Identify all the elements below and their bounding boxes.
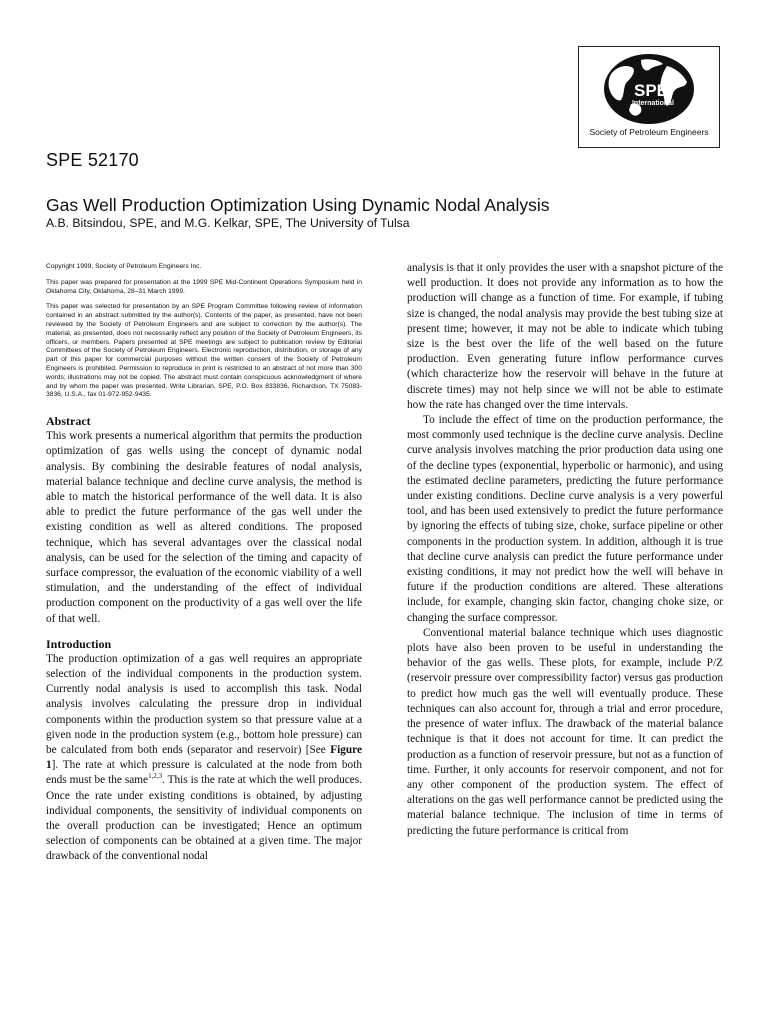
left-column xyxy=(46,263,362,865)
introduction-heading: Introduction xyxy=(46,636,112,651)
logo-brand: SPE xyxy=(633,81,669,100)
citation-superscript: 1,2,3 xyxy=(148,772,163,781)
paper-authors: A.B. Bitsindou, SPE, and M.G. Kelkar, SPE, The University of Tulsa xyxy=(46,216,410,230)
intro-text-part1: The production optimization of a gas well requires an appropriate selection of the individual components in the production system. Currently nodal analysis is used to accomplish this task. Nodal analysis involves calculating the pressure drop in individual components within the production system so that pressure value at a given node in the production system (e.g., bottom hole pressure) can be calculated from both ends (separator and reservoir) [See xyxy=(46,652,362,757)
abstract-heading: Abstract xyxy=(46,414,91,429)
abstract-section xyxy=(46,414,362,627)
introduction-text xyxy=(46,652,362,865)
intro-text-part3: . This is the rate at which the well produces. Once the rate under existing conditions is obtained, by adjusting individual components, the sensitivity of individual components on the overall production can be investigated; Hence an optimum selection of components can be obtained at a given time. The major drawback of the conventional nodal xyxy=(46,774,362,863)
copyright-line: Copyright 1999, Society of Petroleum Engineers Inc. xyxy=(46,263,202,270)
introduction-section xyxy=(46,637,362,865)
right-column xyxy=(407,261,723,839)
paper-title: Gas Well Production Optimization Using Dynamic Nodal Analysis xyxy=(46,195,550,215)
logo-subtitle: International xyxy=(631,100,675,107)
paragraph-continuation: analysis is that it only provides the user with a snapshot picture of the well production. It does not provide any information as to how the production will change as a function of time. For example, if tubing size is changed, the nodal analysis may provide the best tubing size at present time; however, it may not be able to indicate which tubing size is the best over the life of the well based on the future production. Even generating future inflow performance curves (which characterize how the reservoir will behave in the future at discrete times) may not help since we will not be able to estimate how the rate has changed over the time intervals. xyxy=(407,262,723,411)
logo-caption: Society of Petroleum Engineers xyxy=(589,127,709,137)
spe-logo xyxy=(578,46,720,148)
abstract-text: This work presents a numerical algorithm that permits the production optimization of gas wells using the concept of dynamic nodal analysis. By combining the desirable features of nodal analysis, material balance technique and decline curve analysis, the method is able to match the historical performance of the well data. It is also able to predict the future performance of the gas well under the existing condition as well as altered conditions. The proposed technique, which has several advantages over the classical nodal analysis, can be used for the selection of the timing and capacity of surface compressor, the evaluation of the economic viability of a well stimulation, and the understanding of the effect of individual production component on the productivity of a gas well over the life of that well. xyxy=(46,430,362,625)
globe-icon xyxy=(601,52,697,126)
presentation-note: This paper was prepared for presentation at the 1999 SPE Mid-Continent Operations Symposium held in Oklahoma City, Oklahoma, 28–31 March 1999. xyxy=(46,278,362,295)
figure-reference: Figure 1 xyxy=(46,744,362,772)
selection-note: This paper was selected for presentation by an SPE Program Committee following review of information contained in an abstract submitted by the author(s). Contents of the paper, as presented, have not been reviewed by the Society of Petroleum Engineers and are subject to correction by the author(s). The material, as presented, does not necessarily reflect any position of the Society of Petroleum Engineers, its officers, or members. Papers presented at SPE meetings are subject to publication review by Editorial Committees of the Society of Petroleum Engineers. Electronic reproduction, distribution, or storage of any part of this paper for commercial purposes without the written consent of the Society of Petroleum Engineers is prohibited. Permission to reproduce in print is restricted to an abstract of not more than 300 words; illustrations may not be copied. The abstract must contain conspicuous acknowledgment of where and by whom the paper was presented. Write Librarian, SPE, P.O. Box 833836, Richardson, TX 75083-3836, U.S.A., fax 01-972-952-9435. xyxy=(46,303,362,399)
paragraph-material-balance: Conventional material balance technique which uses diagnostic plots have also been proven to be useful in understanding the behavior of the gas wells. These plots, for example, include P/Z (reservoir pressure over compressibility factor) versus gas production to predict how much gas the well will eventually produce. These techniques can also account for, through a trial and error procedure, the presence of water influx. The drawback of the material balance technique is that it does not account for time. It can predict the production as a function of reservoir pressure, but not as a function of time. Further, it only accounts for reservoir component, and not for any other component of the production system. The effect of alterations on the gas well performance cannot be predicted using the material balance technique. The inclusion of time in terms of predicting the future performance is critical from xyxy=(407,626,723,837)
paper-number: SPE 52170 xyxy=(46,150,139,170)
copyright-notice xyxy=(46,263,362,400)
paragraph-decline-curve: To include the effect of time on the production performance, the most commonly used technique is the decline curve analysis. Decline curve analysis involves matching the prior production data using one of the decline types (exponential, hyperbolic or harmonic), and using the estimated decline parameters, predicting the future performance under existing conditions. Decline curve analysis is a very powerful tool, and has been used extensively to predict the future performance by ignoring the effects of tubing size, choke, surface pipeline or other components in the production system. In addition, although it is true that decline curve analysis can predict the future performance under existing conditions, it may not predict how the well will behave in future if the production conditions are altered. These alterations include, for example, changing skin factor, changing choke size, or changing the surface compressor. xyxy=(407,414,723,624)
intro-text-part2: ]. The rate at which pressure is calculated at the node from both ends must be the same xyxy=(46,759,362,787)
